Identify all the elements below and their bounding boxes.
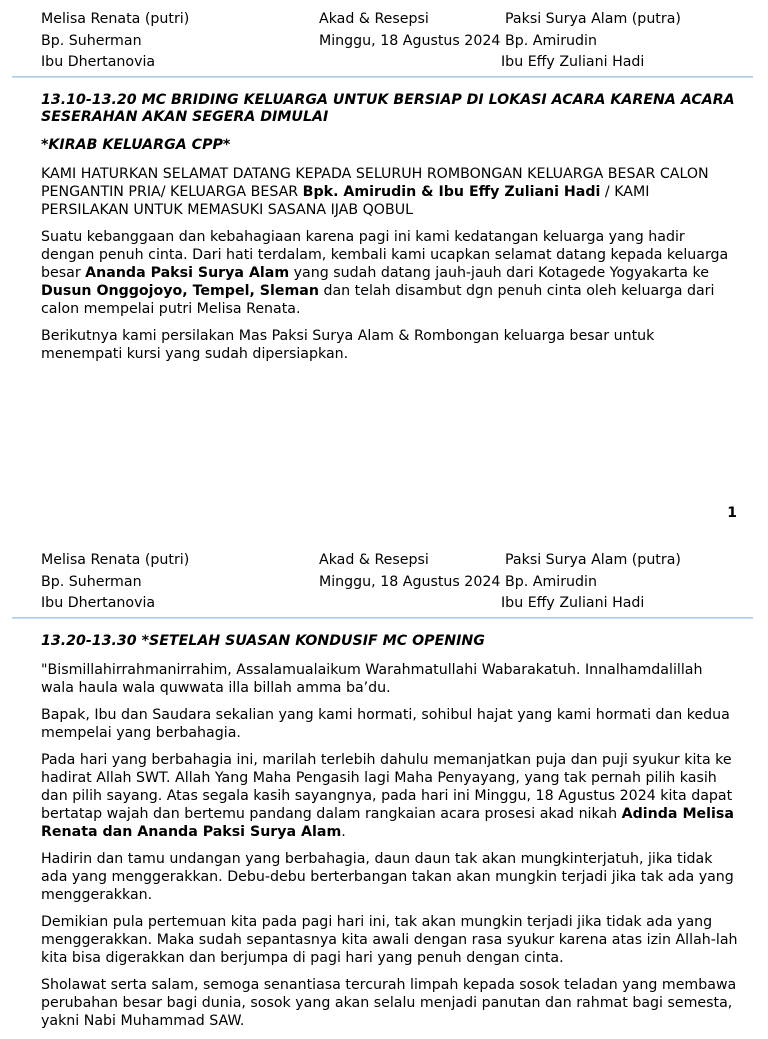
header-event-date: Minggu, 18 Agustus 2024 <box>319 574 501 590</box>
header-groom-father: Bp. Amirudin <box>505 574 597 590</box>
header-bride-father: Bp. Suherman <box>41 33 142 49</box>
text-run: Suatu kebanggaan dan kebahagiaan karena pagi ini kami kedatangan keluarga yang hadir dengan penuh cinta. Dari hati terdalam, kembali kami ucapkan selamat datang kepada keluarga besar <box>41 229 729 281</box>
header-event-title: Akad & Resepsi <box>319 552 429 568</box>
paragraph <box>41 751 739 841</box>
header-event-title: Akad & Resepsi <box>319 11 429 27</box>
header-bride-mother: Ibu Dhertanovia <box>41 54 156 70</box>
text-run: . <box>341 824 346 840</box>
header-bride-name: Melisa Renata (putri) <box>41 11 190 27</box>
section-subheading: *KIRAB KELUARGA CPP* <box>41 137 231 153</box>
page-header <box>0 541 768 619</box>
page-body <box>0 619 739 1030</box>
paragraph: Bapak, Ibu dan Saudara sekalian yang kami hormati, sohibul hajat yang kami hormati dan kedua mempelai yang berbahagia. <box>41 707 730 741</box>
paragraph: Berikutnya kami persilakan Mas Paksi Surya Alam & Rombongan keluarga besar untuk menempati kursi yang sudah dipersiapkan. <box>41 328 655 362</box>
header-bride-mother: Ibu Dhertanovia <box>41 595 156 611</box>
section-heading: 13.10-13.20 MC BRIDING KELUARGA UNTUK BERSIAP DI LOKASI ACARA KARENA ACARA SESERAHAN AKAN SEGERA DIMULAI <box>41 92 735 125</box>
document-page-2 <box>0 541 768 1039</box>
paragraph: Sholawat serta salam, semoga senantiasa tercurah limpah kepada sosok teladan yang membawa perubahan besar bagi dunia, sosok yang akan selalu menjadi panutan dan rahmat bagi semesta, yakni Nabi Muhammad SAW. <box>41 977 737 1029</box>
page-header <box>0 0 768 78</box>
header-groom-mother: Ibu Effy Zuliani Hadi <box>501 595 645 611</box>
bold-text: Bpk. Amirudin & Ibu Effy Zuliani Hadi <box>302 184 601 200</box>
text-run: KAMI HATURKAN SELAMAT DATANG KEPADA SELURUH ROMBONGAN KELUARGA BESAR CALON PENGANTIN PRIA/ KELUARGA BESAR <box>41 166 709 200</box>
header-divider <box>12 76 753 78</box>
page-body <box>0 78 739 363</box>
paragraph: Hadirin dan tamu undangan yang berbahagia, daun daun tak akan mungkinterjatuh, jika tidak ada yang menggerakkan. Debu-debu berterbangan takan akan mungkin terjadi jika tak ada yang menggerakkan. <box>41 851 734 903</box>
section-heading: 13.20-13.30 *SETELAH SUASAN KONDUSIF MC OPENING <box>41 633 485 649</box>
header-groom-mother: Ibu Effy Zuliani Hadi <box>501 54 645 70</box>
bold-text: Ananda Paksi Surya Alam <box>85 265 290 281</box>
page-number: 1 <box>727 505 737 521</box>
header-groom-name: Paksi Surya Alam (putra) <box>505 552 681 568</box>
document-page-1 <box>0 0 768 363</box>
header-bride-name: Melisa Renata (putri) <box>41 552 190 568</box>
paragraph: "Bismillahirrahmanirrahim, Assalamualaikum Warahmatullahi Wabarakatuh. Innalhamdalillah wala haula wala quwwata illa billah amma ba’du. <box>41 662 703 696</box>
header-divider <box>12 617 753 619</box>
paragraph <box>41 165 739 219</box>
paragraph: Demikian pula pertemuan kita pada pagi hari ini, tak akan mungkin terjadi jika tidak ada yang menggerakkan. Maka sudah sepantasnya kita awali dengan rasa syukur karena atas izin Allah-lah kita bisa digerakkan dan berjumpa di pagi hari yang penuh dengan cinta. <box>41 914 738 966</box>
header-groom-father: Bp. Amirudin <box>505 33 597 49</box>
bold-text: Dusun Onggojoyo, Tempel, Sleman <box>41 283 319 299</box>
text-run: / KAMI PERSILAKAN UNTUK MEMASUKI SASANA IJAB QOBUL <box>41 184 650 218</box>
bold-text: Adinda Melisa Renata dan Ananda Paksi Surya Alam <box>41 806 734 840</box>
text-run: yang sudah datang jauh-jauh dari Kotagede Yogyakarta ke <box>289 265 709 281</box>
text-run: Pada hari yang berbahagia ini, marilah terlebih dahulu memanjatkan puja dan puji syukur kita ke hadirat Allah SWT. Allah Yang Maha Pengasih lagi Maha Penyayang, yang tak pernah pilih kasih dan pilih sayang. Atas segala kasih sayangnya, pada hari ini Minggu, 18 Agustus 2024 kita dapat bertatap wajah dan bertemu pandang dalam rangkaian acara prosesi akad nikah <box>41 752 733 822</box>
text-run: dan telah disambut dgn penuh cinta oleh keluarga dari calon mempelai putri Melisa Renata. <box>41 283 715 317</box>
header-groom-name: Paksi Surya Alam (putra) <box>505 11 681 27</box>
header-event-date: Minggu, 18 Agustus 2024 <box>319 33 501 49</box>
paragraph <box>41 228 739 318</box>
header-bride-father: Bp. Suherman <box>41 574 142 590</box>
